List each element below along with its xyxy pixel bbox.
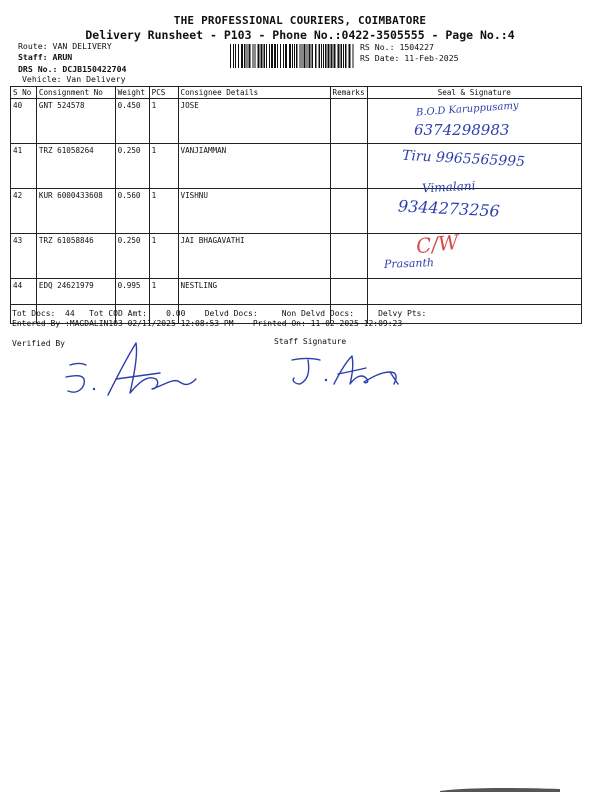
cell-sno: 41 xyxy=(11,144,37,189)
printed-label: Printed On: xyxy=(252,319,306,328)
tot-docs-label: Tot Docs: xyxy=(12,309,56,318)
handwritten-name-44: Prasanth xyxy=(383,256,435,271)
staff-line xyxy=(18,52,72,62)
col-consignment-header: Consignment No xyxy=(36,87,115,99)
cell-sno: 44 xyxy=(11,279,37,324)
vehicle-label: Vehicle: xyxy=(22,74,62,84)
col-remarks-header: Remarks xyxy=(330,87,367,99)
vehicle-value: Van Delivery xyxy=(66,74,126,84)
drs-value: DCJB150422704 xyxy=(62,64,127,74)
printed-value: 11-02-2025 12:09:23 xyxy=(310,319,403,328)
cell-pcs: 1 xyxy=(149,189,178,234)
drs-label: DRS No.: xyxy=(18,64,58,74)
barcode-image xyxy=(230,44,354,68)
cell-remarks xyxy=(330,234,367,279)
company-title: THE PROFESSIONAL COURIERS, COIMBATORE xyxy=(173,14,427,27)
delvd-label: Delvd Docs: xyxy=(204,309,258,318)
cell-consignee: NESTLING xyxy=(178,279,330,324)
cell-consignee: VISHNU xyxy=(178,189,330,234)
col-weight-header: Weight xyxy=(115,87,149,99)
cell-consignee: JOSE xyxy=(178,99,330,144)
rs-no-label: RS No.: xyxy=(360,42,395,52)
staff-signature xyxy=(286,350,416,395)
cell-consignee: VANJIAMMAN xyxy=(178,144,330,189)
route-line xyxy=(18,41,112,51)
rs-no-line xyxy=(360,42,434,52)
route-label: Route: xyxy=(18,41,48,51)
rs-date-line xyxy=(360,53,459,63)
handwritten-phone-41: Tiru 9965565995 xyxy=(401,147,526,171)
table-header-row xyxy=(11,87,582,99)
handwritten-name-40: B.O.D Karuppusamy xyxy=(415,100,519,119)
cell-sno: 43 xyxy=(11,234,37,279)
scan-edge-mark xyxy=(440,786,560,792)
rs-no-value: 1504227 xyxy=(399,42,434,52)
cod-value: 0.00 xyxy=(166,309,186,318)
staff-label: Staff: xyxy=(18,52,48,62)
col-sno-header: S No xyxy=(11,87,37,99)
cell-weight: 0.450 xyxy=(115,99,149,144)
cell-consignment: TRZ 61058264 xyxy=(36,144,115,189)
cell-consignment: EDQ 24621979 xyxy=(36,279,115,324)
cell-consignee: JAI BHAGAVATHI xyxy=(178,234,330,279)
drs-line xyxy=(18,64,126,74)
cell-weight: 0.560 xyxy=(115,189,149,234)
vehicle-line xyxy=(22,74,126,84)
col-seal-header: Seal & Signature xyxy=(367,87,581,99)
entered-value: MAGDALIN103 02/11/2025 12:08:53 PM xyxy=(69,319,234,328)
staff-signature-label: Staff Signature xyxy=(274,337,347,346)
handwritten-remark-43: C/W xyxy=(414,229,460,259)
cell-consignment: TRZ 61058846 xyxy=(36,234,115,279)
handwritten-phone-42: 9344273256 xyxy=(397,196,501,221)
non-delvd-label: Non Delvd Docs: xyxy=(281,309,355,318)
cell-sno: 42 xyxy=(11,189,37,234)
route-value: VAN DELIVERY xyxy=(52,41,112,51)
cell-remarks xyxy=(330,144,367,189)
totals-line xyxy=(12,309,426,318)
table-row xyxy=(11,234,582,279)
col-consignee-header: Consignee Details xyxy=(178,87,330,99)
runsheet-subtitle: Delivery Runsheet - P103 - Phone No.:0422-3505555 - Page No.:4 xyxy=(85,28,515,42)
staff-value: ARUN xyxy=(52,52,73,62)
handwritten-name-42: Vimalani xyxy=(421,178,476,196)
rs-date-label: RS Date: xyxy=(360,53,400,63)
cell-pcs: 1 xyxy=(149,144,178,189)
verifier-signature xyxy=(60,335,220,405)
cell-remarks xyxy=(330,189,367,234)
entered-line xyxy=(12,319,402,328)
cell-pcs: 1 xyxy=(149,279,178,324)
delvy-pts-label: Delvy Pts: xyxy=(378,309,427,318)
rs-date-value: 11-Feb-2025 xyxy=(404,53,459,63)
cell-weight: 0.250 xyxy=(115,234,149,279)
cod-label: Tot COD Amt: xyxy=(89,309,147,318)
cell-remarks xyxy=(330,99,367,144)
cell-sno: 40 xyxy=(11,99,37,144)
col-pcs-header: PCS xyxy=(149,87,178,99)
cell-consignment: GNT 524578 xyxy=(36,99,115,144)
handwritten-phone-40: 6374298983 xyxy=(414,121,510,139)
tot-docs-value: 44 xyxy=(65,309,75,318)
entered-label: Entered By : xyxy=(12,319,70,328)
totals-divider xyxy=(10,304,582,305)
cell-weight: 0.995 xyxy=(115,279,149,324)
verified-by-label: Verified By xyxy=(12,339,65,348)
cell-pcs: 1 xyxy=(149,234,178,279)
cell-pcs: 1 xyxy=(149,99,178,144)
cell-weight: 0.250 xyxy=(115,144,149,189)
cell-consignment: KUR 6000433608 xyxy=(36,189,115,234)
cell-seal xyxy=(367,234,581,279)
